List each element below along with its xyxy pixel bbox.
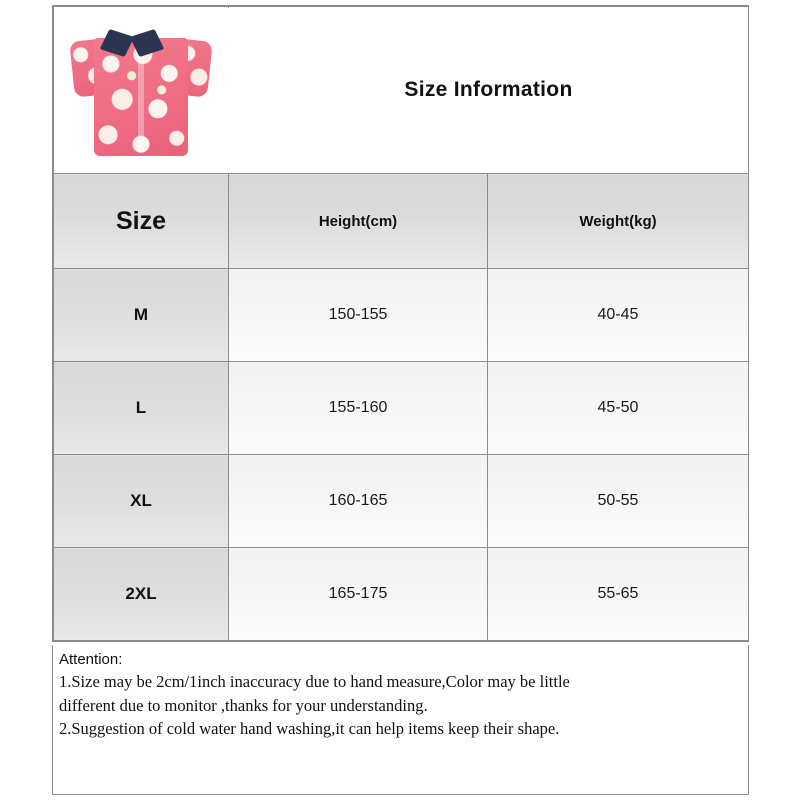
table-row [54, 362, 749, 455]
shirt-illustration [72, 22, 210, 162]
row-weight-value: 50-55 [488, 455, 749, 548]
row-weight-value: 55-65 [488, 548, 749, 641]
column-header-weight: Weight(kg) [488, 174, 749, 269]
attention-line-2: different due to monitor ,thanks for your understanding. [59, 695, 428, 715]
table-row [54, 455, 749, 548]
row-size-label: XL [54, 455, 229, 548]
column-header-size: Size [54, 174, 229, 269]
page-title: Size Information [229, 7, 749, 174]
shirt-placket [138, 52, 144, 152]
row-size-label: 2XL [54, 548, 229, 641]
row-size-label: L [54, 362, 229, 455]
row-size-label: M [54, 269, 229, 362]
product-image-cell [54, 7, 229, 174]
attention-line-1: 1.Size may be 2cm/1inch inaccuracy due to hand measure,Color may be little [59, 672, 570, 692]
table-row [54, 548, 749, 641]
column-header-height: Height(cm) [229, 174, 488, 269]
attention-line-3: 2.Suggestion of cold water hand washing,it can help items keep their shape. [59, 719, 560, 739]
row-weight-value: 40-45 [488, 269, 749, 362]
row-weight-value: 45-50 [488, 362, 749, 455]
row-height-value: 165-175 [229, 548, 488, 641]
row-height-value: 150-155 [229, 269, 488, 362]
size-information-table [52, 5, 749, 642]
column-header-row [54, 174, 749, 269]
table-header-row [54, 7, 749, 174]
table-row [54, 269, 749, 362]
row-height-value: 155-160 [229, 362, 488, 455]
row-height-value: 160-165 [229, 455, 488, 548]
product-image [54, 8, 229, 173]
attention-title: Attention: [59, 651, 123, 668]
attention-block [52, 645, 749, 795]
